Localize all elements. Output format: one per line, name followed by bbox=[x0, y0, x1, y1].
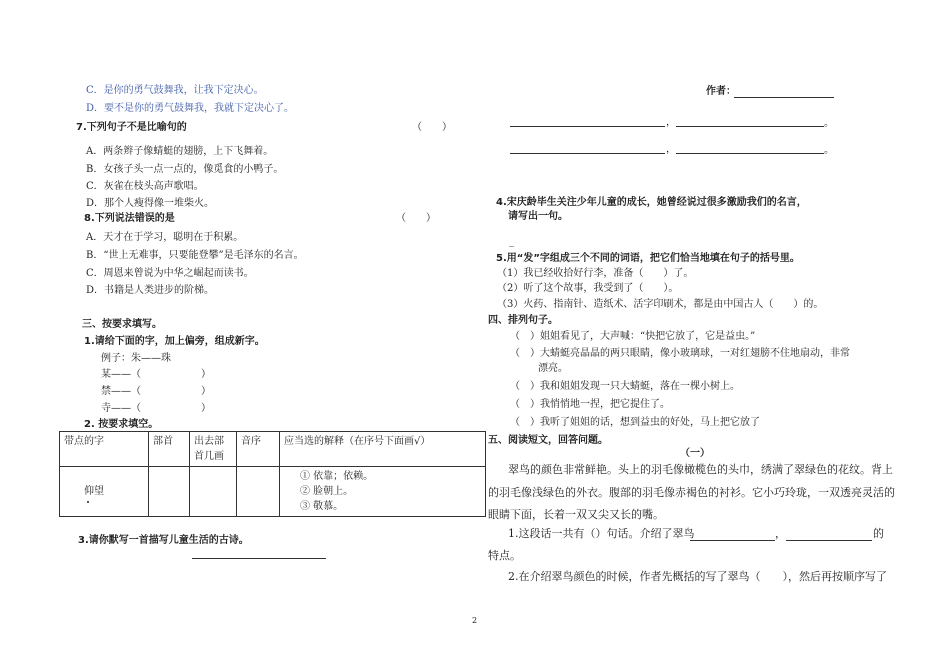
q7-option-c: C．灰雀在枝头高声歌唱。 bbox=[86, 181, 204, 192]
q5-item-2[interactable]: （2）听了这个故事，我受到了（ ）。 bbox=[497, 283, 679, 294]
passage-subtitle: （一） bbox=[680, 448, 710, 459]
reading-q1-cont: 特点。 bbox=[488, 549, 521, 562]
q8-option-a: A．天才在于学习，聪明在于积累。 bbox=[86, 232, 244, 243]
sentence-item-5[interactable]: （ ）我听了姐姐的话，想到益虫的好处，马上把它放了 bbox=[510, 417, 760, 428]
q7-answer-paren[interactable]: （ ） bbox=[412, 122, 452, 133]
radical-item-si[interactable]: 寺——（ ） bbox=[101, 403, 211, 414]
option-3[interactable]: ③ 敬慕。 bbox=[300, 501, 344, 512]
poem-answer-line[interactable] bbox=[192, 558, 326, 559]
option-2[interactable]: ② 脸朝上。 bbox=[300, 486, 354, 497]
reading-q1: 1.这段话一共有（）句话。介绍了翠鸟 bbox=[508, 527, 695, 540]
q6-option-d: D．要不是你的勇气鼓舞我，我就下定决心了。 bbox=[86, 103, 295, 114]
q5-item-3[interactable]: （3）火药、指南针、造纸术、活字印刷术，都是由中国古人（ ）的。 bbox=[497, 299, 824, 310]
table-header: 带点的字 bbox=[60, 432, 149, 467]
q7-option-b: B．女孩子头一点一点的，像觅食的小鸭子。 bbox=[86, 164, 284, 175]
q4-title-line2: 请写出一句。 bbox=[508, 211, 568, 222]
q8-option-d: D．书籍是人类进步的阶梯。 bbox=[86, 285, 215, 296]
author-label: 作者： bbox=[706, 86, 736, 97]
poem-line-2a[interactable] bbox=[510, 153, 665, 154]
poem-line-1a[interactable] bbox=[510, 126, 665, 127]
section3-title: 三、按要求填写。 bbox=[82, 319, 162, 330]
comma: ， bbox=[666, 117, 676, 128]
passage-line-1: 翠鸟的颜色非常鲜艳。头上的羽毛像橄榄色的头巾，绣满了翠绿色的花纹。背上 bbox=[508, 463, 893, 476]
period: 。 bbox=[824, 145, 834, 156]
table-header: 部首 bbox=[149, 432, 190, 467]
poem-line-1b[interactable] bbox=[676, 126, 824, 127]
table-header-row bbox=[60, 432, 486, 467]
table-cell-char bbox=[60, 467, 149, 517]
section3-q1-title: 1.请给下面的字，加上偏旁，组成新字。 bbox=[84, 336, 265, 347]
section5-title: 五、阅读短文，回答问题。 bbox=[488, 435, 608, 446]
reading-q1-line-2[interactable] bbox=[786, 540, 872, 541]
table-header: 应当选的解释（在序号下面画√） bbox=[280, 432, 486, 467]
table-cell-options[interactable] bbox=[280, 467, 486, 517]
q5-item-1[interactable]: （1）我已经收拾好行李，准备（ ）了。 bbox=[497, 268, 694, 279]
passage-line-3: 眼睛下面，长着一双又尖又长的嘴。 bbox=[488, 508, 664, 521]
radical-item-jin[interactable]: 禁——（ ） bbox=[101, 386, 211, 397]
section4-title: 四、排列句子。 bbox=[488, 315, 558, 326]
period: 。 bbox=[824, 118, 834, 129]
author-line[interactable] bbox=[734, 97, 834, 98]
poem-line-2b[interactable] bbox=[676, 153, 824, 154]
q4-answer-mark[interactable]: _ bbox=[509, 236, 514, 247]
q7-option-d: D．那个人瘦得像一堆柴火。 bbox=[86, 198, 215, 209]
passage-line-2: 的羽毛像浅绿色的外衣。腹部的羽毛像赤褐色的衬衫。它小巧玲珑，一双透亮灵活的 bbox=[488, 486, 895, 499]
reading-q1-end: 的 bbox=[873, 527, 884, 540]
q6-option-c: C．是你的勇气鼓舞我，让我下定决心。 bbox=[86, 85, 264, 96]
reading-q2: 2.在介绍翠鸟颜色的时候，作者先概括的写了翠鸟（ ），然后再按顺序写了 bbox=[508, 570, 887, 583]
table-row bbox=[60, 467, 486, 517]
reading-q1-comma: ， bbox=[775, 527, 786, 540]
dotted-character: 仰望 bbox=[84, 486, 104, 497]
table-header: 出去部首几画 bbox=[190, 432, 237, 467]
comma: ， bbox=[666, 144, 676, 155]
q8-title: 8.下列说法错误的是 bbox=[84, 213, 175, 224]
table-cell-strokes[interactable] bbox=[190, 467, 237, 517]
table-header: 音序 bbox=[237, 432, 280, 467]
sentence-item-2[interactable]: （ ）大蜻蜓亮晶晶的两只眼睛，像小玻璃球，一对红翅膀不住地扇动，非常 bbox=[510, 348, 850, 359]
reading-q1-line-1[interactable] bbox=[690, 540, 775, 541]
q7-option-a: A．两条辫子像蜻蜓的翅膀，上下飞舞着。 bbox=[86, 146, 274, 157]
character-table bbox=[59, 431, 486, 517]
q8-option-b: B．“世上无难事，只要能登攀”是毛泽东的名言。 bbox=[86, 250, 304, 261]
sentence-item-1[interactable]: （ ）姐姐看见了，大声喊：“快把它放了，它是益虫。” bbox=[510, 331, 756, 342]
q8-answer-paren[interactable]: （ ） bbox=[396, 213, 436, 224]
sentence-item-4[interactable]: （ ）我悄悄地一捏，把它提住了。 bbox=[510, 399, 670, 410]
q8-option-c: C．周恩来曾说为中华之崛起而读书。 bbox=[86, 268, 254, 279]
page-number: 2 bbox=[472, 616, 478, 625]
q5-title: 5.用“发”字组成三个不同的词语，把它们恰当地填在句子的括号里。 bbox=[496, 253, 800, 264]
q7-title: 7.下列句子不是比喻句的 bbox=[76, 122, 187, 133]
section3-q3-title: 3.请你默写一首描写儿童生活的古诗。 bbox=[78, 535, 249, 546]
section3-example: 例子：朱——珠 bbox=[101, 353, 171, 364]
sentence-item-2-cont: 漂亮。 bbox=[538, 363, 568, 374]
table-cell-radical[interactable] bbox=[149, 467, 190, 517]
table-cell-pinyin-order[interactable] bbox=[237, 467, 280, 517]
section3-q2-title: 2. 按要求填空。 bbox=[84, 419, 159, 430]
option-1[interactable]: ① 依靠；依赖。 bbox=[300, 471, 374, 482]
q4-title: 4.宋庆龄毕生关注少年儿童的成长，她曾经说过很多激励我们的名言， bbox=[496, 197, 807, 208]
radical-item-mou[interactable]: 某——（ ） bbox=[101, 369, 211, 380]
sentence-item-3[interactable]: （ ）我和姐姐发现一只大蜻蜓，落在一棵小树上。 bbox=[510, 381, 740, 392]
